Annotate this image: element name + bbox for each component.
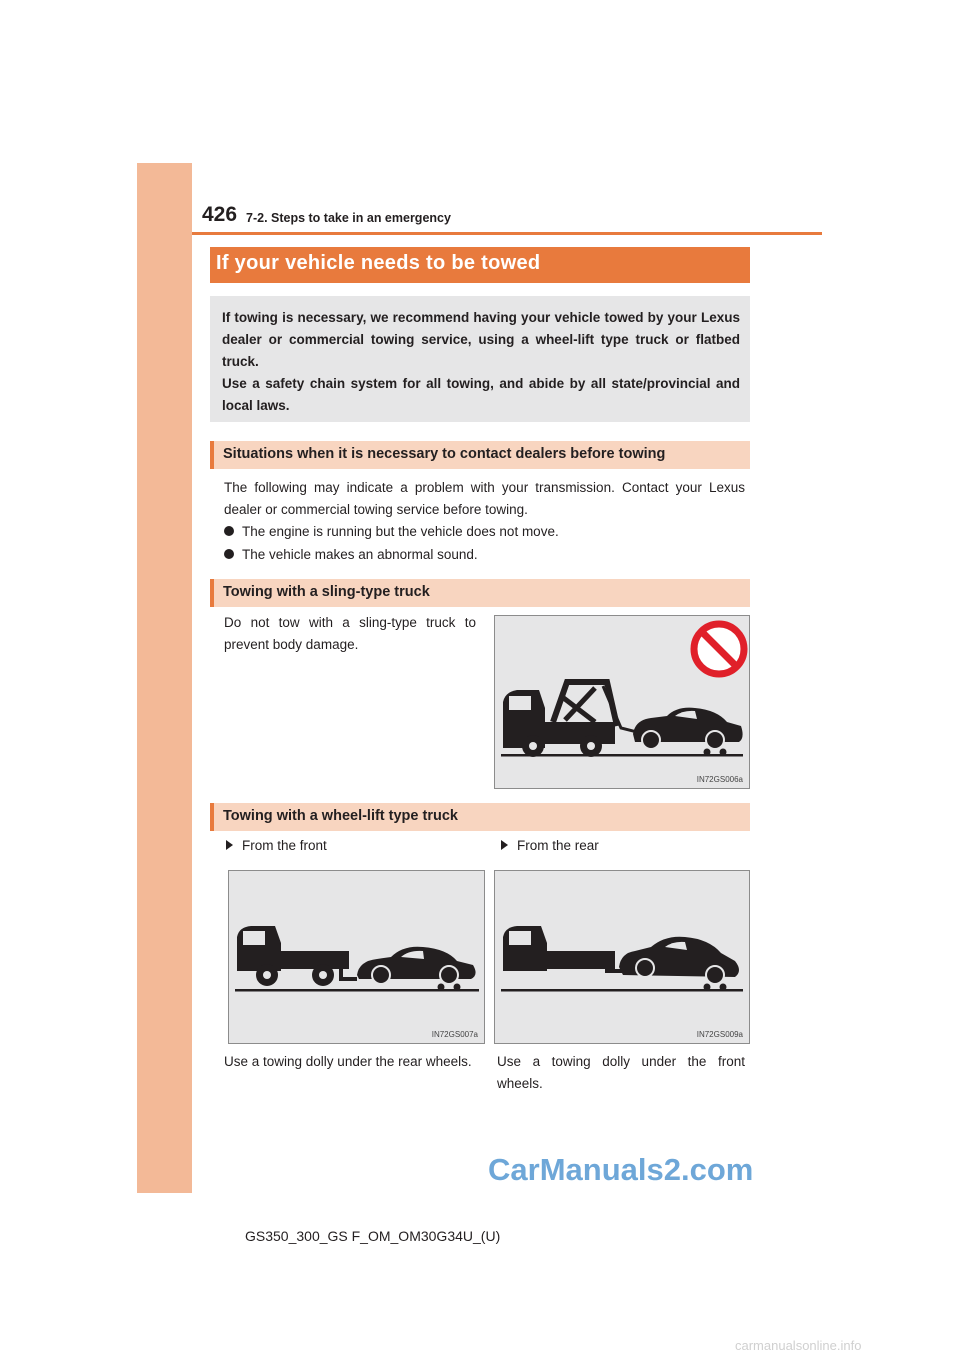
rear-caption: Use a towing dolly under the front wheels. bbox=[497, 1054, 745, 1091]
bullet-item bbox=[224, 545, 478, 565]
from-rear-text: From the rear bbox=[517, 838, 599, 853]
subheading-text: Towing with a sling-type truck bbox=[223, 584, 430, 600]
from-rear-label bbox=[501, 838, 599, 853]
intro-text bbox=[222, 307, 740, 417]
prohibition-icon bbox=[694, 624, 744, 674]
wheel-lift-rear-figure bbox=[494, 870, 750, 1044]
subheading-contact-dealers bbox=[210, 441, 750, 469]
transmission-warning-text: The following may indicate a problem with your transmission. Contact your Lexus dealer or commercial towing service before towing. bbox=[224, 480, 745, 517]
from-front-label bbox=[226, 838, 327, 853]
triangle-right-icon bbox=[501, 840, 508, 850]
footer-document-code: GS350_300_GS F_OM_OM30G34U_(U) bbox=[245, 1228, 501, 1244]
subheading-text: Situations when it is necessary to contact dealers before towing bbox=[223, 446, 666, 462]
subheading-text: Towing with a wheel-lift type truck bbox=[223, 808, 458, 824]
front-caption: Use a towing dolly under the rear wheels. bbox=[224, 1054, 472, 1069]
figure-code: IN72GS006a bbox=[696, 775, 743, 784]
wheel-lift-rear-illustration bbox=[495, 871, 749, 1043]
bullet-item bbox=[224, 522, 559, 542]
subheading-sling-type bbox=[210, 579, 750, 607]
intro-box bbox=[210, 296, 750, 422]
figure-code: IN72GS007a bbox=[431, 1030, 478, 1039]
bullet-text: The vehicle makes an abnormal sound. bbox=[242, 547, 478, 562]
wheel-lift-front-illustration bbox=[229, 871, 484, 1043]
header-divider bbox=[192, 232, 822, 235]
page-number: 426 bbox=[202, 203, 238, 226]
triangle-right-icon bbox=[226, 840, 233, 850]
watermark-logo: CarManuals2.com bbox=[488, 1152, 754, 1187]
page-title: If your vehicle needs to be towed bbox=[216, 252, 541, 274]
wheel-lift-front-figure bbox=[228, 870, 485, 1044]
intro-paragraph-1: If towing is necessary, we recommend having your vehicle towed by your Lexus dealer or commercial towing service, using a wheel-lift type truck or flatbed truck. bbox=[222, 310, 740, 369]
sling-truck-illustration bbox=[495, 616, 749, 788]
sling-type-warning-text: Do not tow with a sling-type truck to prevent body damage. bbox=[224, 615, 476, 652]
sling-truck-figure bbox=[494, 615, 750, 789]
page-title-bar bbox=[210, 247, 750, 283]
section-label: 7-2. Steps to take in an emergency bbox=[246, 211, 451, 225]
from-front-text: From the front bbox=[242, 838, 327, 853]
chapter-sidebar-tab bbox=[137, 163, 192, 1193]
figure-code: IN72GS009a bbox=[696, 1030, 743, 1039]
bullet-icon bbox=[224, 526, 234, 536]
subheading-wheel-lift bbox=[210, 803, 750, 831]
watermark-url: carmanualsonline.info bbox=[735, 1338, 862, 1353]
intro-paragraph-2: Use a safety chain system for all towing, and abide by all state/provincial and local laws. bbox=[222, 376, 740, 413]
bullet-icon bbox=[224, 549, 234, 559]
bullet-text: The engine is running but the vehicle does not move. bbox=[242, 524, 559, 539]
